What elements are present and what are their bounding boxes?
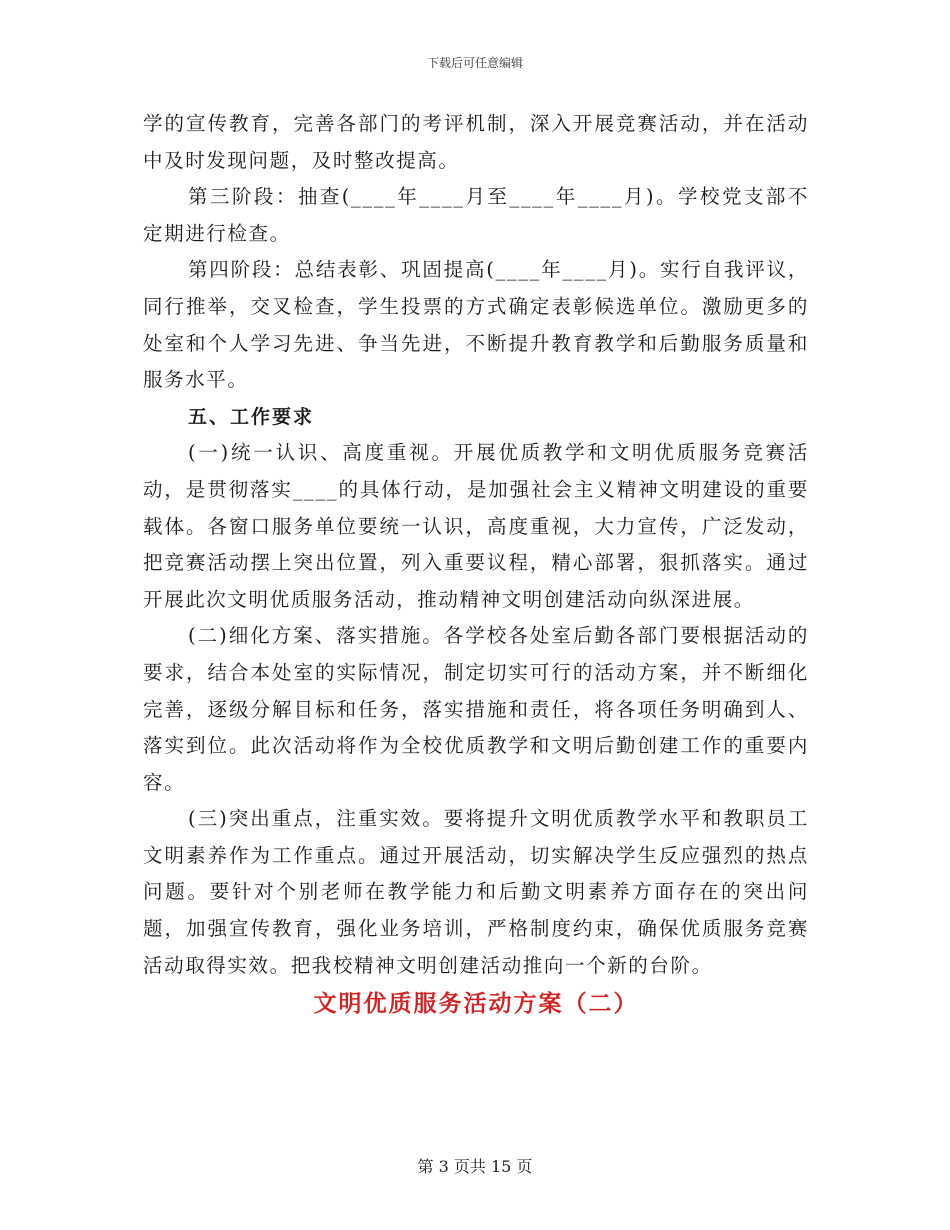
paragraph-continuation: 学的宣传教育，完善各部门的考评机制，深入开展竞赛活动，并在活动中及时发现问题，及时整改提高。 xyxy=(143,112,809,172)
document-body xyxy=(143,106,809,1022)
header-note: 下载后可任意编辑 xyxy=(426,56,523,70)
section-heading: 五、工作要求 xyxy=(188,405,315,428)
requirement-three: (三)突出重点，注重实效。要将提升文明优质教学水平和教职员工文明素养作为工作重点。通过开展活动，切实解决学生反应强烈的热点问题。要针对个别老师在教学能力和后勤文明素养方面存在的突出问题，加强宣传教育，强化业务培训，严格制度约束，确保优质服务竞赛活动取得实效。把我校精神文明创建活动推向一个新的台阶。 xyxy=(143,807,809,977)
paragraph-stage-four: 第四阶段：总结表彰、巩固提高(____年____月)。实行自我评议，同行推举，交叉检查，学生投票的方式确定表彰候选单位。激励更多的处室和个人学习先进、争当先进，不断提升教育教学和后勤服务质量和服务水平。 xyxy=(143,258,809,392)
requirement-two: (二)细化方案、落实措施。各学校各处室后勤各部门要根据活动的要求，结合本处室的实际情况，制定切实可行的活动方案，并不断细化完善，逐级分解目标和任务，落实措施和责任，将各项任务明确到人、落实到位。此次活动将作为全校优质教学和文明后勤创建工作的重要内容。 xyxy=(143,624,809,794)
paragraph-stage-three: 第三阶段：抽查(____年____月至____年____月)。学校党支部不定期进行检查。 xyxy=(143,185,809,245)
next-document-title: 文明优质服务活动方案（二） xyxy=(313,991,639,1018)
requirement-one: (一)统一认识、高度重视。开展优质教学和文明优质服务竞赛活动，是贯彻落实____的具体行动，是加强社会主义精神文明建设的重要载体。各窗口服务单位要统一认识，高度重视，大力宣传，广泛发动，把竞赛活动摆上突出位置，列入重要议程，精心部署，狠抓落实。通过开展此次文明优质服务活动，推动精神文明创建活动向纵深进展。 xyxy=(143,441,809,611)
page-number: 第 3 页共 15 页 xyxy=(417,1157,533,1176)
